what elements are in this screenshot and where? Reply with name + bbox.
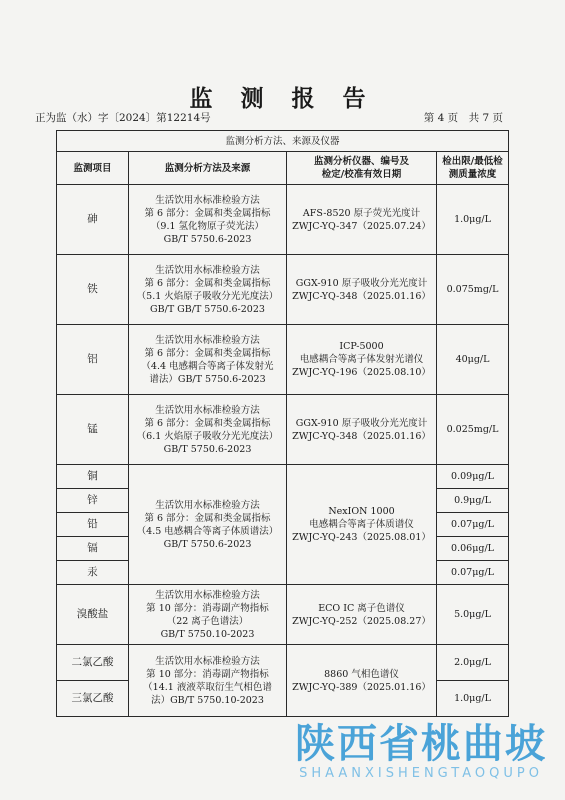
method-line: （4.4 电感耦合等离子体发射光 [141, 360, 274, 372]
method-cell [129, 395, 287, 465]
method-line: （4.5 电感耦合等离子体质谱法） [136, 525, 279, 537]
instrument-line: ZWJC-YQ-196（2025.08.10） [292, 367, 431, 378]
limit-cell: 0.07μg/L [437, 561, 509, 585]
method-cell [129, 585, 287, 645]
watermark-text: 陕西省桃曲坡 [295, 721, 547, 767]
method-line: GB/T 5750.10-2023 [160, 628, 255, 640]
limit-cell: 0.075mg/L [437, 255, 509, 325]
method-line: （6.1 火焰原子吸收分光光度法） [136, 430, 279, 442]
limit-cell: 40μg/L [437, 325, 509, 395]
item-cell: 汞 [57, 561, 129, 585]
method-cell [129, 255, 287, 325]
item-cell: 镉 [57, 537, 129, 561]
instrument-line: NexION 1000 [328, 506, 395, 517]
table-row [57, 325, 509, 395]
instrument-cell [287, 395, 437, 465]
method-line: GB/T GB/T 5750.6-2023 [150, 303, 265, 315]
item-cell: 锌 [57, 489, 129, 513]
limit-cell: 5.0μg/L [437, 585, 509, 645]
col-header-limit-line1: 检出限/最低检 [442, 156, 503, 167]
item-cell: 溴酸盐 [57, 585, 129, 645]
limit-cell: 1.0μg/L [437, 185, 509, 255]
col-header-instrument-line1: 监测分析仪器、编号及 [313, 156, 409, 167]
section-title: 监测分析方法、来源及仪器 [57, 131, 509, 152]
instrument-line: 电感耦合等离子体发射光谱仪 [299, 354, 424, 365]
watermark-subtext: SHAANXISHENGTAOQUPO [299, 766, 543, 781]
section-title-row [57, 131, 509, 152]
instrument-line: ZWJC-YQ-389（2025.01.16） [292, 681, 431, 693]
instrument-line: ECO IC 离子色谱仪 [318, 602, 405, 614]
method-line: 第 6 部分：金属和类金属指标 [144, 347, 271, 359]
instrument-line: ZWJC-YQ-252（2025.08.27） [292, 615, 431, 627]
method-line: 生活饮用水标准检验方法 [155, 334, 260, 346]
watermark [295, 722, 547, 781]
document-number: 正为监（水）字〔2024〕第12214号 [35, 112, 211, 124]
method-line: 谱法）GB/T 5750.6-2023 [149, 373, 266, 385]
instrument-line: 8860 气相色谱仪 [324, 668, 399, 680]
method-line: 第 6 部分：金属和类金属指标 [144, 512, 271, 524]
table-row [57, 585, 509, 645]
page-info: 第 4 页 共 7 页 [423, 112, 503, 124]
instrument-line: ZWJC-YQ-243（2025.08.01） [292, 532, 431, 543]
instrument-line: AFS-8520 原子荧光光度计 [302, 207, 421, 219]
table-row [57, 645, 509, 681]
report-title: 监 测 报 告 [189, 85, 376, 112]
limit-cell: 0.025mg/L [437, 395, 509, 465]
limit-cell: 0.09μg/L [437, 465, 509, 489]
methods-table [56, 130, 509, 717]
method-line: （14.1 液液萃取衍生气相色谱 [143, 681, 272, 693]
instrument-line: GGX-910 原子吸收分光光度计 [295, 277, 428, 289]
method-line: GB/T 5750.6-2023 [163, 443, 252, 455]
table-row [57, 395, 509, 465]
col-header-instrument-line2: 检定/校准有效日期 [321, 169, 402, 180]
method-line: 第 10 部分：消毒副产物指标 [146, 668, 269, 680]
instrument-line: GGX-910 原子吸收分光光度计 [295, 417, 428, 429]
item-cell: 锰 [57, 395, 129, 465]
method-line: 第 6 部分：金属和类金属指标 [144, 417, 271, 429]
instrument-line: 电感耦合等离子体质谱仪 [309, 519, 414, 530]
instrument-cell [287, 325, 437, 395]
col-header-limit [437, 152, 509, 185]
method-line: 生活饮用水标准检验方法 [155, 499, 260, 511]
instrument-line: ZWJC-YQ-348（2025.01.16） [292, 430, 431, 442]
col-header-method: 监测分析方法及来源 [129, 152, 287, 185]
item-cell: 铁 [57, 255, 129, 325]
col-header-limit-line2: 测质量浓度 [448, 169, 497, 180]
item-cell: 三氯乙酸 [57, 681, 129, 717]
table-row [57, 255, 509, 325]
method-cell [129, 465, 287, 585]
col-header-item: 监测项目 [57, 152, 129, 185]
method-line: （9.1 氢化物原子荧光法） [150, 220, 265, 232]
limit-cell: 2.0μg/L [437, 645, 509, 681]
method-line: （5.1 火焰原子吸收分光光度法） [136, 290, 279, 302]
method-line: 生活饮用水标准检验方法 [155, 194, 260, 206]
header-row [57, 152, 509, 185]
method-line: （22 离子色谱法） [166, 615, 249, 627]
method-line: GB/T 5750.6-2023 [163, 233, 252, 245]
method-line: 第 6 部分：金属和类金属指标 [144, 277, 271, 289]
instrument-line: ZWJC-YQ-348（2025.01.16） [292, 290, 431, 302]
method-line: 法）GB/T 5750.10-2023 [151, 694, 264, 706]
method-cell [129, 325, 287, 395]
table-row [57, 465, 509, 489]
instrument-cell [287, 255, 437, 325]
method-line: 第 10 部分：消毒副产物指标 [146, 602, 269, 614]
item-cell: 铅 [57, 513, 129, 537]
method-line: 生活饮用水标准检验方法 [155, 655, 260, 667]
item-cell: 铝 [57, 325, 129, 395]
instrument-cell [287, 465, 437, 585]
instrument-line: ICP-5000 [339, 341, 384, 352]
item-cell: 砷 [57, 185, 129, 255]
instrument-cell [287, 185, 437, 255]
method-line: 第 6 部分：金属和类金属指标 [144, 207, 271, 219]
method-line: 生活饮用水标准检验方法 [155, 589, 260, 601]
method-line: 生活饮用水标准检验方法 [155, 404, 260, 416]
limit-cell: 1.0μg/L [437, 681, 509, 717]
item-cell: 铜 [57, 465, 129, 489]
method-line: GB/T 5750.6-2023 [163, 538, 252, 550]
limit-cell: 0.07μg/L [437, 513, 509, 537]
item-cell: 二氯乙酸 [57, 645, 129, 681]
table-row [57, 185, 509, 255]
limit-cell: 0.9μg/L [437, 489, 509, 513]
method-cell [129, 645, 287, 717]
limit-cell: 0.06μg/L [437, 537, 509, 561]
instrument-cell [287, 585, 437, 645]
instrument-cell [287, 645, 437, 717]
col-header-instrument [287, 152, 437, 185]
method-cell [129, 185, 287, 255]
method-line: 生活饮用水标准检验方法 [155, 264, 260, 276]
instrument-line: ZWJC-YQ-347（2025.07.24） [292, 220, 431, 232]
